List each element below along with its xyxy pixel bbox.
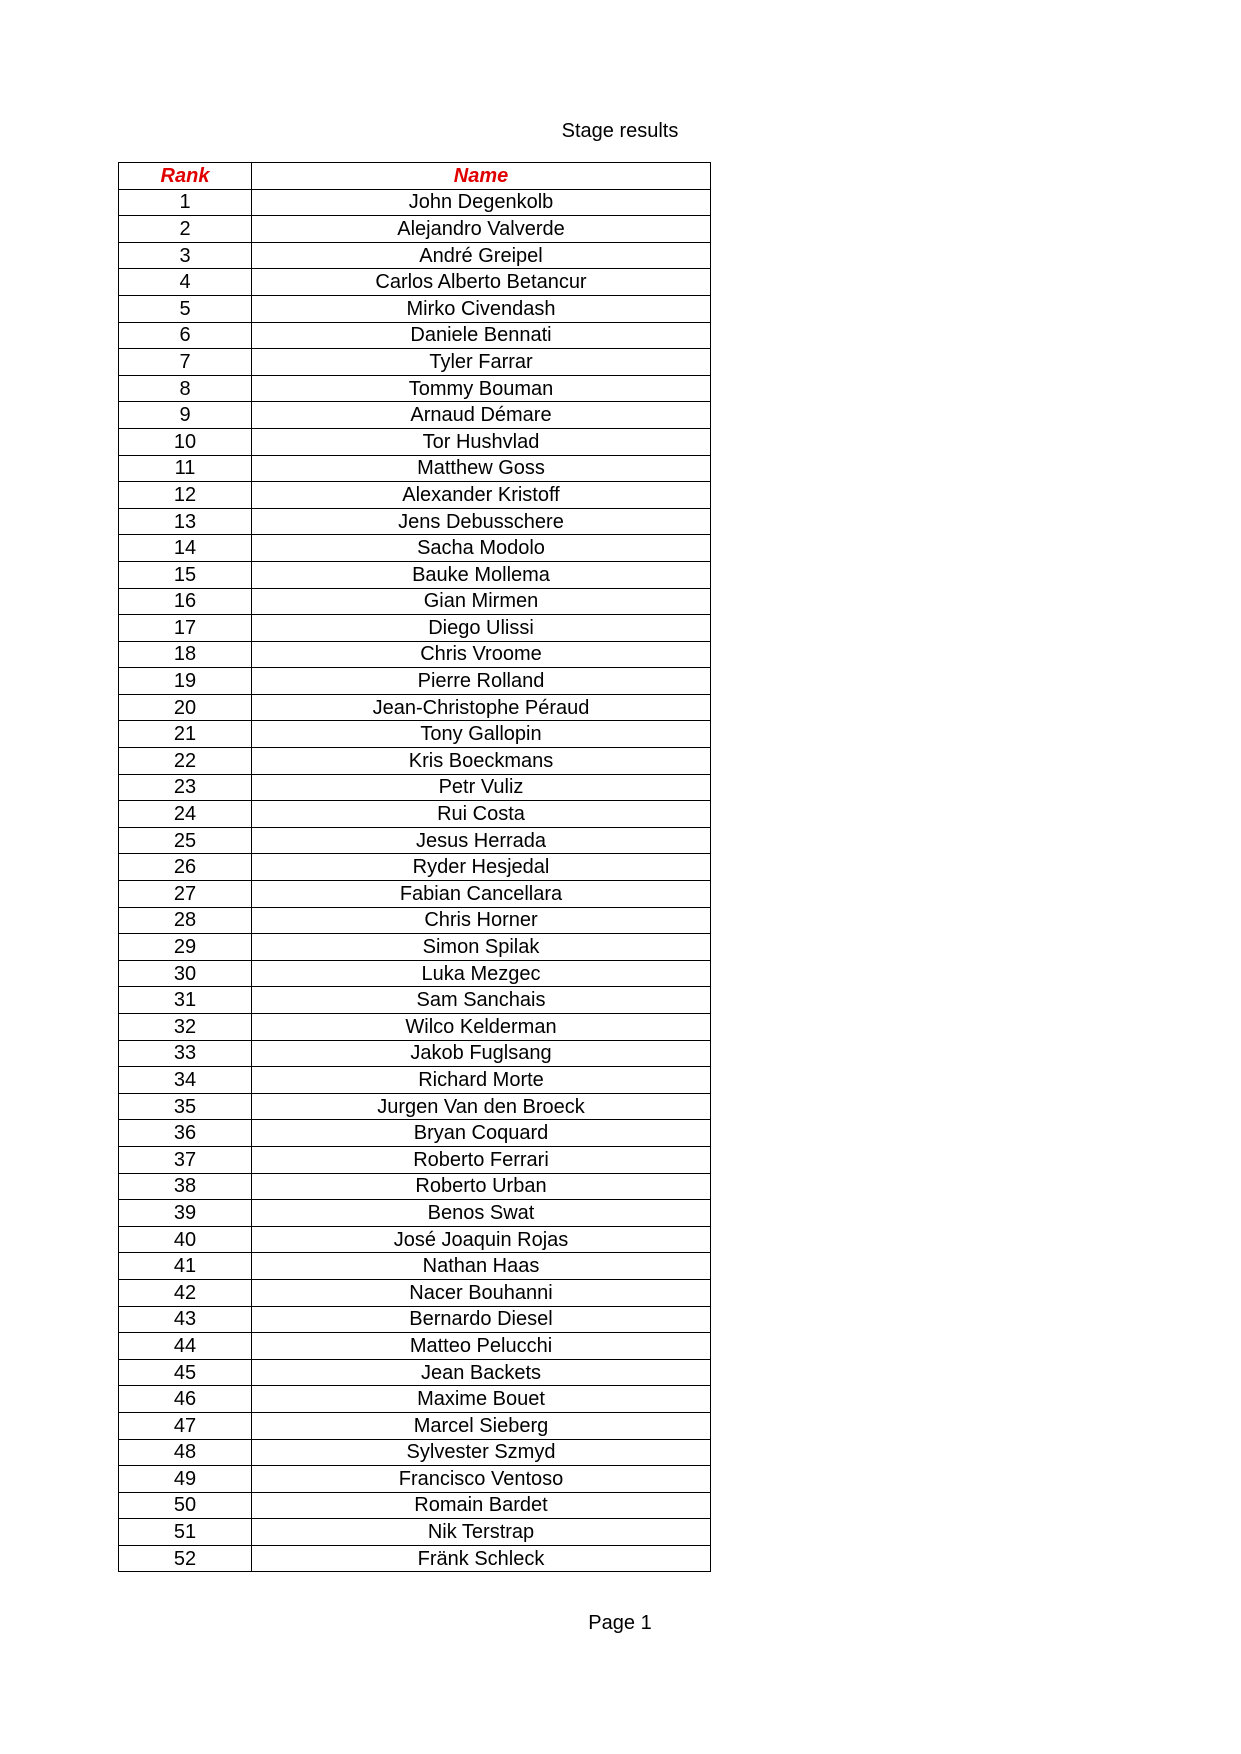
name-cell: Roberto Urban bbox=[252, 1173, 711, 1200]
name-cell: Bryan Coquard bbox=[252, 1120, 711, 1147]
name-cell: Richard Morte bbox=[252, 1067, 711, 1094]
table-row bbox=[119, 1146, 711, 1173]
rank-cell: 19 bbox=[119, 668, 252, 695]
rank-cell: 20 bbox=[119, 694, 252, 721]
rank-cell: 34 bbox=[119, 1067, 252, 1094]
rank-cell: 45 bbox=[119, 1359, 252, 1386]
rank-cell: 51 bbox=[119, 1519, 252, 1546]
table-row bbox=[119, 854, 711, 881]
name-cell: Rui Costa bbox=[252, 801, 711, 828]
rank-cell: 46 bbox=[119, 1386, 252, 1413]
table-row bbox=[119, 934, 711, 961]
name-cell: Marcel Sieberg bbox=[252, 1412, 711, 1439]
rank-cell: 52 bbox=[119, 1545, 252, 1572]
name-cell: Francisco Ventoso bbox=[252, 1466, 711, 1493]
rank-cell: 44 bbox=[119, 1333, 252, 1360]
table-row bbox=[119, 1226, 711, 1253]
table-row bbox=[119, 242, 711, 269]
name-cell: Benos Swat bbox=[252, 1200, 711, 1227]
table-row bbox=[119, 615, 711, 642]
page-title: Stage results bbox=[561, 120, 679, 142]
rank-cell: 25 bbox=[119, 827, 252, 854]
table-row bbox=[119, 1253, 711, 1280]
results-table bbox=[118, 162, 711, 1572]
rank-cell: 35 bbox=[119, 1093, 252, 1120]
name-cell: Alejandro Valverde bbox=[252, 216, 711, 243]
table-row bbox=[119, 322, 711, 349]
rank-cell: 49 bbox=[119, 1466, 252, 1493]
table-row bbox=[119, 1173, 711, 1200]
name-cell: Kris Boeckmans bbox=[252, 748, 711, 775]
table-row bbox=[119, 907, 711, 934]
table-row bbox=[119, 1492, 711, 1519]
name-cell: Bauke Mollema bbox=[252, 561, 711, 588]
rank-cell: 2 bbox=[119, 216, 252, 243]
table-row bbox=[119, 1386, 711, 1413]
name-cell: Diego Ulissi bbox=[252, 615, 711, 642]
table-row bbox=[119, 295, 711, 322]
name-cell: Jesus Herrada bbox=[252, 827, 711, 854]
table-row bbox=[119, 748, 711, 775]
name-cell: Wilco Kelderman bbox=[252, 1014, 711, 1041]
table-row bbox=[119, 881, 711, 908]
name-cell: Tor Hushvlad bbox=[252, 428, 711, 455]
name-cell: Alexander Kristoff bbox=[252, 482, 711, 509]
rank-cell: 21 bbox=[119, 721, 252, 748]
table-row bbox=[119, 1519, 711, 1546]
rank-cell: 22 bbox=[119, 748, 252, 775]
name-cell: Ryder Hesjedal bbox=[252, 854, 711, 881]
rank-cell: 12 bbox=[119, 482, 252, 509]
rank-cell: 41 bbox=[119, 1253, 252, 1280]
rank-cell: 13 bbox=[119, 508, 252, 535]
table-body bbox=[119, 189, 711, 1572]
rank-cell: 50 bbox=[119, 1492, 252, 1519]
rank-cell: 23 bbox=[119, 774, 252, 801]
table-row bbox=[119, 1040, 711, 1067]
table-row bbox=[119, 1200, 711, 1227]
name-cell: Matthew Goss bbox=[252, 455, 711, 482]
rank-cell: 11 bbox=[119, 455, 252, 482]
rank-cell: 48 bbox=[119, 1439, 252, 1466]
name-cell: Fabian Cancellara bbox=[252, 881, 711, 908]
table-row bbox=[119, 1412, 711, 1439]
rank-cell: 33 bbox=[119, 1040, 252, 1067]
table-row bbox=[119, 694, 711, 721]
column-header-rank: Rank bbox=[119, 163, 252, 190]
rank-cell: 43 bbox=[119, 1306, 252, 1333]
rank-cell: 15 bbox=[119, 561, 252, 588]
table-row bbox=[119, 428, 711, 455]
rank-cell: 28 bbox=[119, 907, 252, 934]
table-row bbox=[119, 375, 711, 402]
name-cell: Tony Gallopin bbox=[252, 721, 711, 748]
rank-cell: 5 bbox=[119, 295, 252, 322]
rank-cell: 31 bbox=[119, 987, 252, 1014]
name-cell: John Degenkolb bbox=[252, 189, 711, 216]
rank-cell: 6 bbox=[119, 322, 252, 349]
rank-cell: 24 bbox=[119, 801, 252, 828]
table-row bbox=[119, 402, 711, 429]
table-row bbox=[119, 1466, 711, 1493]
rank-cell: 7 bbox=[119, 349, 252, 376]
rank-cell: 37 bbox=[119, 1146, 252, 1173]
rank-cell: 1 bbox=[119, 189, 252, 216]
table-row bbox=[119, 1545, 711, 1572]
name-cell: Roberto Ferrari bbox=[252, 1146, 711, 1173]
name-cell: Jens Debusschere bbox=[252, 508, 711, 535]
rank-cell: 38 bbox=[119, 1173, 252, 1200]
name-cell: Matteo Pelucchi bbox=[252, 1333, 711, 1360]
rank-cell: 40 bbox=[119, 1226, 252, 1253]
table-row bbox=[119, 1014, 711, 1041]
table-row bbox=[119, 668, 711, 695]
name-cell: Arnaud Démare bbox=[252, 402, 711, 429]
name-cell: Tommy Bouman bbox=[252, 375, 711, 402]
rank-cell: 29 bbox=[119, 934, 252, 961]
table-row bbox=[119, 535, 711, 562]
rank-cell: 30 bbox=[119, 960, 252, 987]
name-cell: Bernardo Diesel bbox=[252, 1306, 711, 1333]
rank-cell: 26 bbox=[119, 854, 252, 881]
table-row bbox=[119, 721, 711, 748]
name-cell: Jakob Fuglsang bbox=[252, 1040, 711, 1067]
table-row bbox=[119, 1306, 711, 1333]
name-cell: Jurgen Van den Broeck bbox=[252, 1093, 711, 1120]
name-cell: Daniele Bennati bbox=[252, 322, 711, 349]
table-row bbox=[119, 1359, 711, 1386]
table-row bbox=[119, 561, 711, 588]
rank-cell: 14 bbox=[119, 535, 252, 562]
table-row bbox=[119, 189, 711, 216]
rank-cell: 10 bbox=[119, 428, 252, 455]
rank-cell: 18 bbox=[119, 641, 252, 668]
rank-cell: 9 bbox=[119, 402, 252, 429]
name-cell: Chris Vroome bbox=[252, 641, 711, 668]
name-cell: Nacer Bouhanni bbox=[252, 1279, 711, 1306]
name-cell: Romain Bardet bbox=[252, 1492, 711, 1519]
name-cell: Maxime Bouet bbox=[252, 1386, 711, 1413]
rank-cell: 39 bbox=[119, 1200, 252, 1227]
rank-cell: 8 bbox=[119, 375, 252, 402]
table-row bbox=[119, 588, 711, 615]
rank-cell: 27 bbox=[119, 881, 252, 908]
table-row bbox=[119, 774, 711, 801]
name-cell: Sam Sanchais bbox=[252, 987, 711, 1014]
name-cell: Chris Horner bbox=[252, 907, 711, 934]
table-row bbox=[119, 349, 711, 376]
name-cell: Pierre Rolland bbox=[252, 668, 711, 695]
table-row bbox=[119, 269, 711, 296]
rank-cell: 32 bbox=[119, 1014, 252, 1041]
table-row bbox=[119, 641, 711, 668]
rank-cell: 36 bbox=[119, 1120, 252, 1147]
name-cell: Luka Mezgec bbox=[252, 960, 711, 987]
table-row bbox=[119, 960, 711, 987]
table-row bbox=[119, 482, 711, 509]
table-row bbox=[119, 216, 711, 243]
name-cell: Simon Spilak bbox=[252, 934, 711, 961]
table-row bbox=[119, 1093, 711, 1120]
name-cell: Jean Backets bbox=[252, 1359, 711, 1386]
rank-cell: 3 bbox=[119, 242, 252, 269]
column-header-name: Name bbox=[252, 163, 711, 190]
name-cell: Tyler Farrar bbox=[252, 349, 711, 376]
table-row bbox=[119, 1333, 711, 1360]
name-cell: Petr Vuliz bbox=[252, 774, 711, 801]
table-row bbox=[119, 1279, 711, 1306]
table-row bbox=[119, 987, 711, 1014]
name-cell: André Greipel bbox=[252, 242, 711, 269]
table-row bbox=[119, 827, 711, 854]
rank-cell: 17 bbox=[119, 615, 252, 642]
name-cell: Fränk Schleck bbox=[252, 1545, 711, 1572]
rank-cell: 16 bbox=[119, 588, 252, 615]
name-cell: Mirko Civendash bbox=[252, 295, 711, 322]
name-cell: Carlos Alberto Betancur bbox=[252, 269, 711, 296]
table-row bbox=[119, 455, 711, 482]
page-number: Page 1 bbox=[588, 1612, 652, 1634]
name-cell: Jean-Christophe Péraud bbox=[252, 694, 711, 721]
table-row bbox=[119, 801, 711, 828]
table-header-row bbox=[119, 163, 711, 190]
rank-cell: 47 bbox=[119, 1412, 252, 1439]
name-cell: Sacha Modolo bbox=[252, 535, 711, 562]
name-cell: Gian Mirmen bbox=[252, 588, 711, 615]
name-cell: Nik Terstrap bbox=[252, 1519, 711, 1546]
table-row bbox=[119, 1439, 711, 1466]
table-row bbox=[119, 508, 711, 535]
rank-cell: 4 bbox=[119, 269, 252, 296]
name-cell: Sylvester Szmyd bbox=[252, 1439, 711, 1466]
name-cell: José Joaquin Rojas bbox=[252, 1226, 711, 1253]
rank-cell: 42 bbox=[119, 1279, 252, 1306]
table-row bbox=[119, 1120, 711, 1147]
table-row bbox=[119, 1067, 711, 1094]
name-cell: Nathan Haas bbox=[252, 1253, 711, 1280]
